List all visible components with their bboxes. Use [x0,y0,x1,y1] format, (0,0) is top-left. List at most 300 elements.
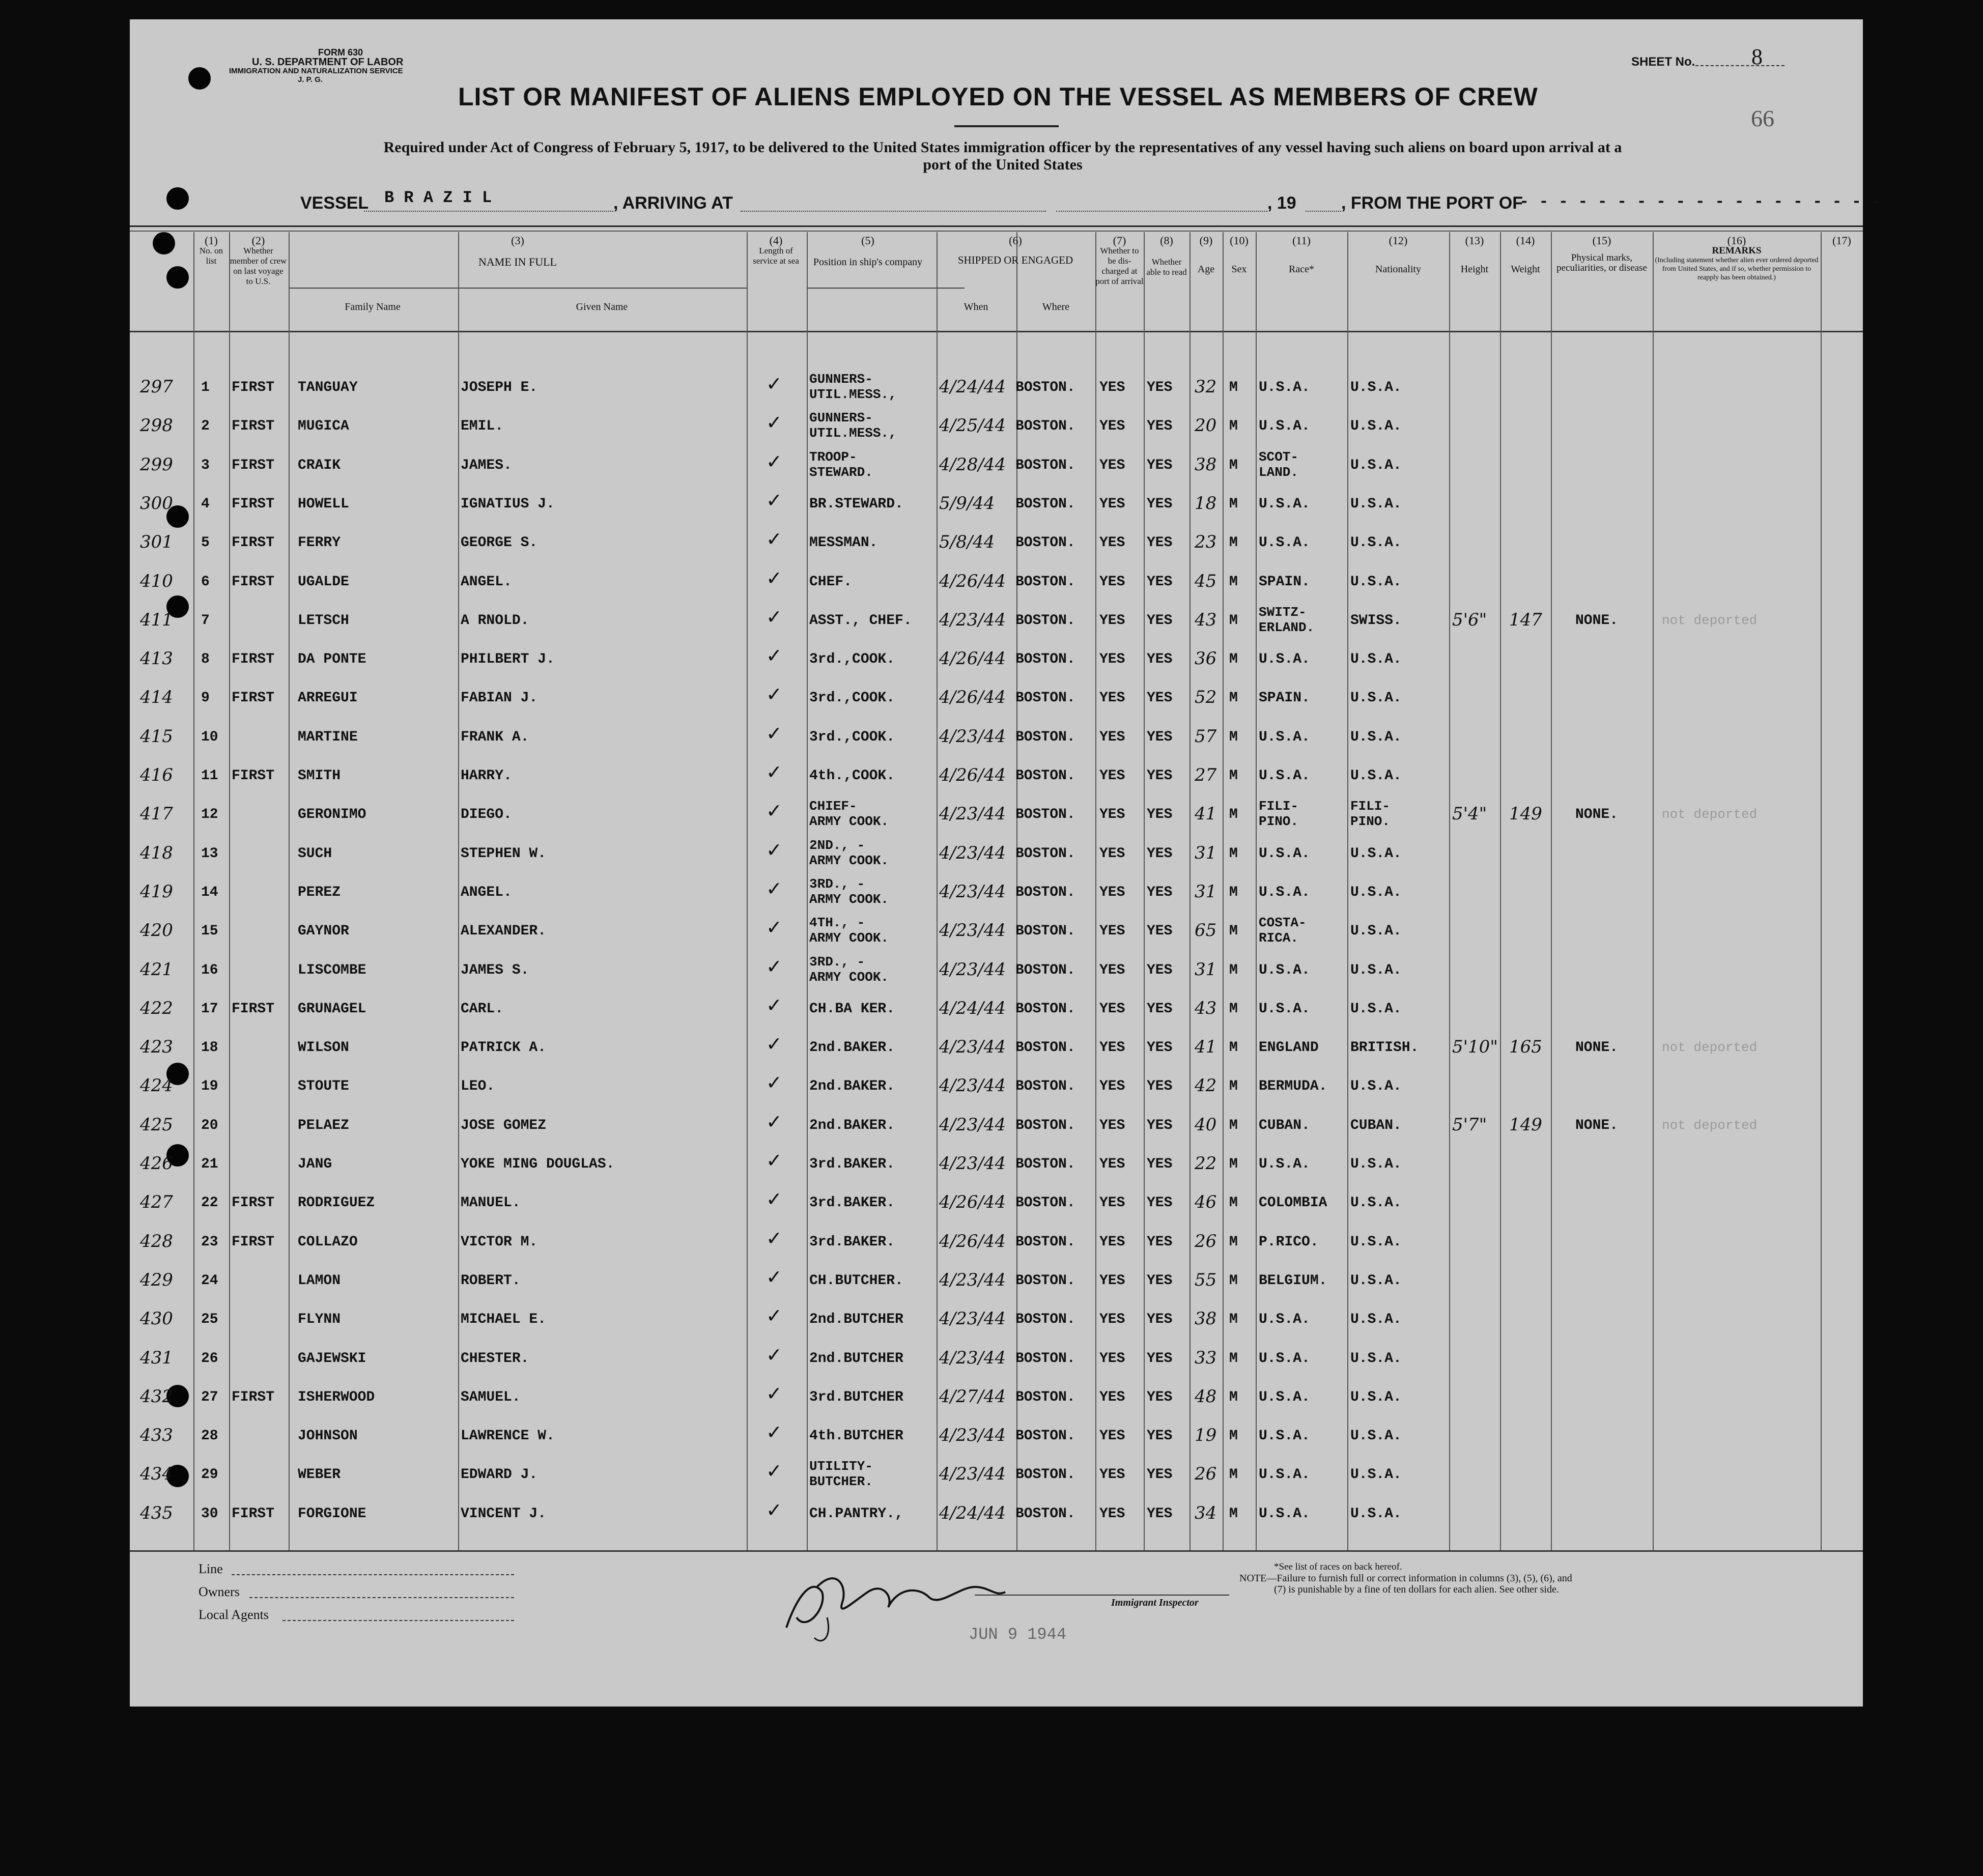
age: 52 [1195,687,1217,707]
service-check-icon: ✓ [766,1149,782,1172]
list-reference-number: 415 [140,726,173,747]
age: 22 [1195,1153,1217,1174]
table-row [130,1458,1863,1494]
shipped-where: BOSTON. [1015,1389,1075,1405]
family-name: MARTINE [298,729,358,745]
table-row [130,1147,1863,1184]
shipped-when: 4/23/44 [939,843,1006,863]
row-number: 19 [201,1078,218,1094]
row-number: 20 [201,1118,218,1133]
given-name: JAMES S. [461,962,529,978]
list-reference-number: 411 [140,610,173,630]
discharged: YES [1099,846,1125,862]
list-reference-number: 301 [140,532,173,552]
able-to-read: YES [1147,1001,1173,1017]
year-line [1306,211,1341,212]
given-name: ALEXANDER. [461,923,547,939]
shipped-when: 4/23/44 [939,920,1006,941]
list-reference-number: 431 [140,1348,173,1368]
given-name: IGNATIUS J. [461,496,555,512]
shipped-when: 4/23/44 [939,1270,1006,1290]
vessel-name: B R A Z I L [384,188,492,207]
table-top-rule-2 [130,231,1863,232]
position: 4TH., - ARMY COOK. [809,915,889,946]
previous-voyage: FIRST [232,1195,275,1211]
family-name: FLYNN [298,1312,341,1327]
able-to-read: YES [1147,1234,1173,1250]
shipped-subheader-rule [807,288,965,289]
race: U.S.A. [1259,418,1310,434]
discharged: YES [1099,923,1125,939]
nationality: U.S.A. [1350,1273,1402,1289]
col-4-header: (4) Length of service at sea [753,234,799,266]
age: 27 [1195,765,1217,785]
able-to-read: YES [1147,807,1173,822]
service-check-icon: ✓ [766,1033,782,1055]
age: 31 [1195,959,1217,980]
previous-voyage: FIRST [232,690,275,706]
sheet-underline [1695,65,1784,66]
service-check-icon: ✓ [766,1188,782,1210]
nationality: BRITISH. [1350,1040,1419,1056]
position: TROOP- STEWARD. [809,449,873,480]
table-row [130,1186,1863,1223]
given-name: VICTOR M. [461,1234,538,1250]
previous-voyage: FIRST [232,458,275,473]
age: 26 [1195,1464,1217,1484]
sex: M [1229,380,1238,395]
given-name: STEPHEN W. [461,846,547,862]
previous-voyage: FIRST [232,1506,275,1522]
shipped-when: 4/24/44 [939,1503,1006,1523]
service-check-icon: ✓ [766,1460,782,1482]
shipped-where: BOSTON. [1015,768,1075,784]
sex: M [1229,1040,1238,1056]
nationality: U.S.A. [1350,1156,1402,1172]
age: 32 [1195,377,1217,397]
race: SWITZ- ERLAND. [1259,605,1315,635]
position: ASST., CHEF. [809,613,912,629]
owners-label: Owners [199,1584,240,1599]
list-reference-number: 422 [140,998,173,1018]
table-row [130,1419,1863,1456]
where-header: Where [1042,301,1070,312]
position: 2nd.BAKER. [809,1040,895,1056]
position: 2nd.BUTCHER [809,1312,903,1327]
given-name-header: Given Name [576,301,628,312]
position: 2ND., - ARMY COOK. [809,838,889,868]
weight: 149 [1509,804,1542,824]
shipped-where: BOSTON. [1015,690,1075,706]
position: BR.STEWARD. [809,496,903,512]
row-number: 22 [201,1195,218,1211]
shipped-where: BOSTON. [1015,1195,1075,1211]
able-to-read: YES [1147,1195,1173,1211]
family-name: JANG [298,1156,332,1172]
service-name: IMMIGRATION AND NATURALIZATION SERVICE [229,67,403,75]
row-number: 16 [201,962,218,978]
title-rule [954,125,1059,127]
col-9-header: (9) Age [1197,234,1215,275]
shipped-where: BOSTON. [1015,613,1075,629]
given-name: PHILBERT J. [461,651,555,667]
race: U.S.A. [1259,380,1310,395]
nationality: U.S.A. [1350,690,1402,706]
able-to-read: YES [1147,1156,1173,1172]
service-check-icon: ✓ [766,1499,782,1521]
sex: M [1229,574,1238,590]
table-row [130,1264,1863,1300]
shipped-where: BOSTON. [1015,651,1075,667]
row-number: 21 [201,1156,218,1172]
races-note: *See list of races on back hereof. [1274,1561,1402,1572]
service-check-icon: ✓ [766,761,782,783]
sex: M [1229,962,1238,978]
discharged: YES [1099,690,1125,706]
col-8-header: (8) Whether able to read [1146,234,1187,277]
list-reference-number: 425 [140,1115,173,1135]
when-header: When [964,301,988,312]
shipped-when: 4/23/44 [939,1464,1006,1484]
service-check-icon: ✓ [766,567,782,589]
nationality: U.S.A. [1350,380,1402,395]
race: U.S.A. [1259,535,1310,551]
family-name: ARREGUI [298,690,358,706]
previous-voyage: FIRST [232,418,275,434]
discharged: YES [1099,1118,1125,1133]
able-to-read: YES [1147,690,1173,706]
position: 3RD., - ARMY COOK. [809,876,889,907]
nationality: U.S.A. [1350,458,1402,473]
family-name: SUCH [298,846,332,862]
previous-voyage: FIRST [232,380,275,395]
able-to-read: YES [1147,1467,1173,1483]
race: U.S.A. [1259,1312,1310,1327]
from-port-dashes: - - - - - - - - - - - - - - - - - - - [1519,192,1881,211]
family-name: LETSCH [298,613,349,629]
sex: M [1229,613,1238,629]
able-to-read: YES [1147,1040,1173,1056]
discharged: YES [1099,496,1125,512]
discharged: YES [1099,613,1125,629]
previous-voyage: FIRST [232,496,275,512]
shipped-where: BOSTON. [1015,729,1075,745]
able-to-read: YES [1147,1078,1173,1094]
able-to-read: YES [1147,380,1173,395]
age: 55 [1195,1270,1217,1290]
nationality: U.S.A. [1350,885,1402,900]
family-name: SMITH [298,768,341,784]
race: U.S.A. [1259,1001,1310,1017]
nationality: U.S.A. [1350,496,1402,512]
col-6-header: (6) SHIPPED OR ENGAGED [957,234,1073,266]
nationality: U.S.A. [1350,846,1402,862]
year-label: , 19 [1267,193,1296,213]
age: 38 [1195,1309,1217,1329]
position: UTILITY- BUTCHER. [809,1459,873,1489]
service-check-icon: ✓ [766,1266,782,1288]
table-row [130,604,1863,640]
family-name: FORGIONE [298,1506,366,1522]
row-number: 3 [201,458,210,473]
able-to-read: YES [1147,729,1173,745]
sheet-number: 8 [1751,44,1763,69]
shipped-where: BOSTON. [1015,1428,1075,1444]
family-name: PELAEZ [298,1118,349,1133]
table-row [130,448,1863,485]
height: 5'4" [1452,804,1487,824]
shipped-where: BOSTON. [1015,418,1075,434]
age: 34 [1195,1503,1217,1523]
discharged: YES [1099,535,1125,551]
list-reference-number: 416 [140,765,173,785]
table-bottom-rule [130,1550,1863,1552]
table-row [130,1497,1863,1533]
age: 19 [1195,1425,1217,1445]
list-reference-number: 417 [140,804,173,824]
table-row [130,1380,1863,1417]
shipped-when: 4/26/44 [939,571,1006,591]
service-check-icon: ✓ [766,1344,782,1366]
col-16-header: (16) REMARKS (Including statement whether alien ever ordered deported from United States, and if so, whether permission to reapply has been obtained.) [1655,234,1819,281]
shipped-when: 4/28/44 [939,454,1006,475]
able-to-read: YES [1147,1428,1173,1444]
position: 3rd.BAKER. [809,1156,895,1172]
discharged: YES [1099,1040,1125,1056]
sex: M [1229,1156,1238,1172]
given-name: ANGEL. [461,574,512,590]
local-agents-label: Local Agents [199,1607,269,1622]
physical-marks: NONE. [1575,807,1619,822]
able-to-read: YES [1147,1351,1173,1367]
family-name: COLLAZO [298,1234,358,1250]
position: MESSMAN. [809,535,878,551]
sex: M [1229,1001,1238,1017]
position: GUNNERS- UTIL.MESS., [809,372,897,402]
sex: M [1229,1078,1238,1094]
position: CHEF. [809,574,853,590]
shipped-where: BOSTON. [1015,885,1075,900]
position: 3rd.BUTCHER [809,1389,903,1405]
col-11-header: (11) Race* [1289,234,1314,275]
list-reference-number: 420 [140,920,173,941]
list-reference-number: 432 [140,1386,173,1407]
service-check-icon: ✓ [766,528,782,550]
sex: M [1229,1312,1238,1327]
family-name: MUGICA [298,418,349,434]
col-10-header: (10) Sex [1230,234,1249,275]
sex: M [1229,1389,1238,1405]
service-check-icon: ✓ [766,994,782,1016]
shipped-where: BOSTON. [1015,1273,1075,1289]
list-reference-number: 435 [140,1503,173,1523]
row-number: 17 [201,1001,218,1017]
previous-voyage: FIRST [232,1389,275,1405]
remarks: not deported [1662,1040,1758,1055]
row-number: 8 [201,651,210,667]
able-to-read: YES [1147,1118,1173,1133]
previous-voyage: FIRST [232,535,275,551]
col-2-header: (2) Whether member of crew on last voyage to U.S. [230,234,287,286]
weight: 149 [1509,1115,1542,1135]
col-17-header: (17) [1832,234,1851,247]
position: 3rd.,COOK. [809,729,895,745]
col-3-header: (3) NAME IN FULL [478,234,557,268]
race: U.S.A. [1259,1467,1310,1483]
sex: M [1229,418,1238,434]
owners-rule [249,1597,514,1598]
shipped-where: BOSTON. [1015,962,1075,978]
row-number: 29 [201,1467,218,1483]
position: 2nd.BUTCHER [809,1351,903,1367]
given-name: CHESTER. [461,1351,529,1367]
table-row [130,1302,1863,1339]
discharged: YES [1099,1506,1125,1522]
shipped-when: 4/23/44 [939,882,1006,902]
weight: 147 [1509,610,1542,630]
inspector-rule [975,1595,1229,1596]
table-row [130,487,1863,524]
race: U.S.A. [1259,1156,1310,1172]
family-name: TANGUAY [298,380,358,395]
discharged: YES [1099,458,1125,473]
service-check-icon: ✓ [766,916,782,939]
shipped-where: BOSTON. [1015,1234,1075,1250]
list-reference-number: 418 [140,843,173,863]
race: U.S.A. [1259,651,1310,667]
age: 57 [1195,726,1217,747]
shipped-where: BOSTON. [1015,458,1075,473]
row-number: 30 [201,1506,218,1522]
list-reference-number: 428 [140,1231,173,1252]
given-name: CARL. [461,1001,504,1017]
form-number: FORM 630 [318,47,363,58]
given-name: EDWARD J. [461,1467,538,1483]
nationality: U.S.A. [1350,1078,1402,1094]
form-title: LIST OR MANIFEST OF ALIENS EMPLOYED ON THE VESSEL AS MEMBERS OF CREW [458,82,1538,111]
service-check-icon: ✓ [766,1111,782,1133]
sex: M [1229,923,1238,939]
previous-voyage: FIRST [232,574,275,590]
table-row [130,1342,1863,1378]
given-name: JAMES. [461,458,512,473]
nationality: U.S.A. [1350,1195,1402,1211]
service-check-icon: ✓ [766,1071,782,1094]
family-name: PEREZ [298,885,341,900]
table-row [130,409,1863,446]
family-name: ISHERWOOD [298,1389,375,1405]
age: 43 [1195,610,1217,630]
row-number: 23 [201,1234,218,1250]
shipped-when: 4/23/44 [939,804,1006,824]
col-14-header: (14) Weight [1511,234,1540,275]
sex: M [1229,846,1238,862]
shipped-where: BOSTON. [1015,1078,1075,1094]
shipped-where: BOSTON. [1015,496,1075,512]
given-name: GEORGE S. [461,535,538,551]
table-row [130,1108,1863,1145]
shipped-when: 4/23/44 [939,1309,1006,1329]
able-to-read: YES [1147,418,1173,434]
race: U.S.A. [1259,1389,1310,1405]
race: U.S.A. [1259,768,1310,784]
position: CH.BUTCHER. [809,1273,903,1289]
service-check-icon: ✓ [766,839,782,861]
race: SCOT- LAND. [1259,449,1299,480]
sheet-label: SHEET No. [1631,55,1695,69]
penalty-note-1: NOTE—Failure to furnish full or correct information in columns (3), (5), (6), and [1239,1573,1572,1584]
shipped-when: 4/23/44 [939,959,1006,980]
shipped-where: BOSTON. [1015,1351,1075,1367]
family-name: JOHNSON [298,1428,358,1444]
position: 4th.,COOK. [809,768,895,784]
sex: M [1229,535,1238,551]
race: SPAIN. [1259,574,1310,590]
table-row [130,759,1863,795]
given-name: SAMUEL. [461,1389,521,1405]
family-name: UGALDE [298,574,349,590]
position: 2nd.BAKER. [809,1118,895,1133]
table-row [130,1225,1863,1262]
sex: M [1229,729,1238,745]
list-reference-number: 427 [140,1192,173,1212]
sex: M [1229,1467,1238,1483]
line-label: Line [199,1561,223,1576]
col-12-header: (12) Nationality [1375,234,1421,275]
age: 42 [1195,1075,1217,1096]
given-name: PATRICK A. [461,1040,547,1056]
physical-marks: NONE. [1575,613,1619,629]
row-number: 5 [201,535,210,551]
position: 3rd.BAKER. [809,1195,895,1211]
family-name: GAJEWSKI [298,1351,366,1367]
family-name: WEBER [298,1467,341,1483]
shipped-where: BOSTON. [1015,1467,1075,1483]
position: CHIEF- ARMY COOK. [809,799,889,829]
table-row [130,798,1863,834]
shipped-when: 4/26/44 [939,1192,1006,1212]
service-check-icon: ✓ [766,800,782,822]
physical-marks: NONE. [1575,1118,1619,1133]
sex: M [1229,458,1238,473]
able-to-read: YES [1147,923,1173,939]
shipped-when: 4/23/44 [939,726,1006,747]
family-name: CRAIK [298,458,341,473]
able-to-read: YES [1147,613,1173,629]
weight: 165 [1509,1037,1542,1057]
shipped-when: 4/26/44 [939,687,1006,707]
nationality: U.S.A. [1350,1467,1402,1483]
discharged: YES [1099,1389,1125,1405]
nationality: U.S.A. [1350,962,1402,978]
shipped-when: 4/23/44 [939,1425,1006,1445]
arriving-line [741,211,1046,212]
given-name: ROBERT. [461,1273,521,1289]
position: 3rd.BAKER. [809,1234,895,1250]
name-subheader-rule [289,288,747,289]
height: 5'6" [1452,610,1487,630]
shipped-where: BOSTON. [1015,807,1075,822]
nationality: U.S.A. [1350,923,1402,939]
family-name: LISCOMBE [298,962,366,978]
discharged: YES [1099,768,1125,784]
row-number: 4 [201,496,210,512]
discharged: YES [1099,729,1125,745]
discharged: YES [1099,380,1125,395]
able-to-read: YES [1147,768,1173,784]
nationality: U.S.A. [1350,1001,1402,1017]
header-bottom-rule [130,331,1863,332]
